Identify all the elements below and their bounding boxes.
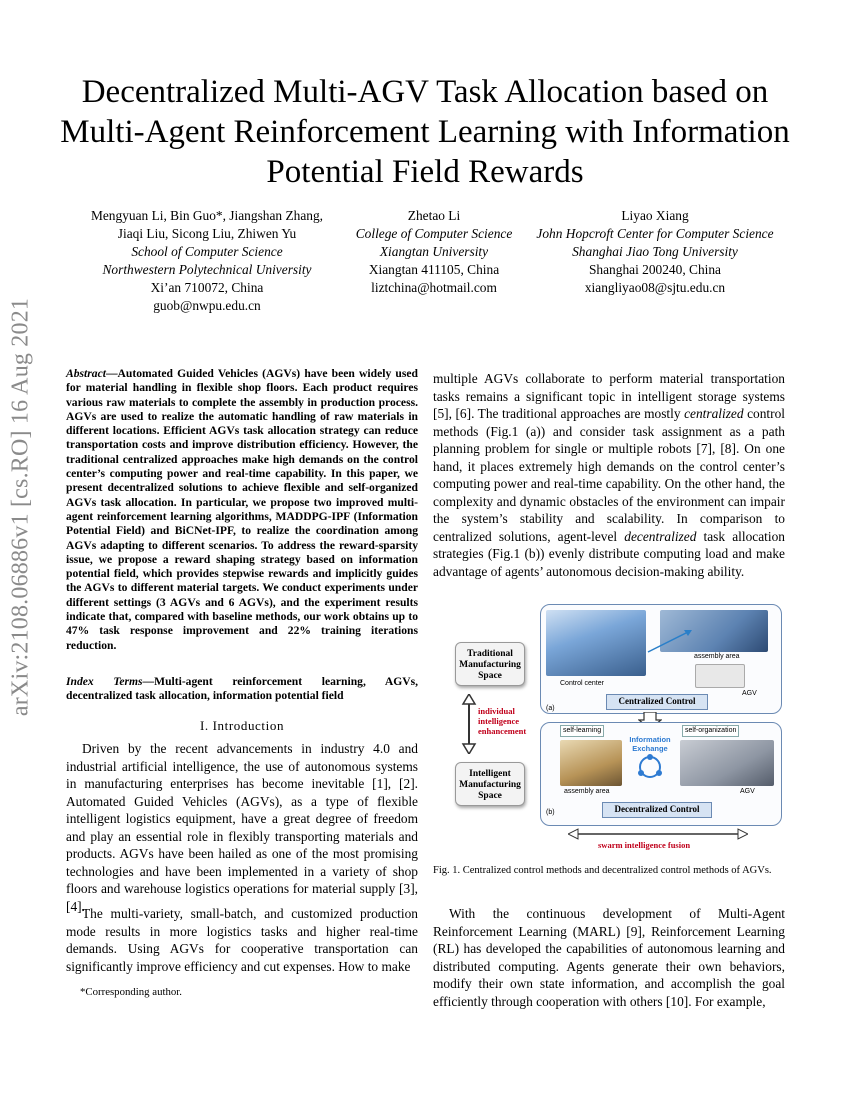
figure-caption: Fig. 1. Centralized control methods and decentralized control methods of AGVs. (433, 865, 772, 876)
index-terms-lead: Index Terms (66, 675, 143, 688)
author-email: liztchina@hotmail.com (371, 280, 497, 295)
agv-image (695, 664, 745, 688)
author-email: xiangliyao08@sjtu.edu.cn (584, 280, 726, 295)
intelligent-space-box: Intelligent Manufacturing Space (455, 762, 525, 806)
text-emphasis: decentralized (624, 528, 697, 544)
section-heading: I. Introduction (199, 718, 285, 733)
author-dept: John Hopcroft Center for Computer Science (536, 226, 774, 241)
double-arrow-horizontal-icon (568, 828, 748, 840)
assembly-area-label-2: assembly area (564, 788, 610, 795)
abstract (66, 367, 418, 653)
control-center-label: Control center (560, 680, 604, 687)
information-exchange-label: Information Exchange (629, 735, 671, 753)
author-dept: College of Computer Science (355, 226, 513, 241)
control-center-image (546, 610, 646, 676)
author-org: Shanghai Jiao Tong University (572, 244, 738, 259)
self-organization-label: self-organization (682, 725, 739, 737)
right-paragraph-1 (433, 370, 785, 580)
author-block-1 (62, 207, 352, 315)
figure-1 (450, 602, 784, 850)
text-run: control methods (Fig.1 (a)) and consider task assignment as a path planning problem for single or multiple robots [7], [8]. On one hand, it places extremely high demands on the control center’s computing power and real-time capability. On the other hand, the complexity and dynamic obstacles of the environment can impair the system’s stability and scalability. In comparison to centralized solutions, agent-level (433, 406, 785, 544)
swarm-intelligence-label: swarm intelligence fusion (598, 840, 691, 850)
paper-title: Decentralized Multi-AGV Task Allocation based on Multi-Agent Reinforcement Learning with Information Potential Field Rewards (60, 74, 790, 190)
assembly-area-label: assembly area (694, 653, 740, 660)
author-names: Liyao Xiang (621, 208, 689, 223)
panel-b-label: (b) (546, 809, 555, 816)
author-dept: School of Computer Science (131, 244, 283, 259)
intro-paragraph-2: The multi-variety, small-batch, and customized production mode results in more logistics tasks and higher real-time demands. Using AGVs for cooperative transportation can significantly improve efficiency and cut expenses. How to make (66, 906, 418, 974)
network-icon (637, 754, 663, 780)
author-names: Jiaqi Liu, Sicong Liu, Zhiwen Yu (117, 226, 297, 241)
right-paragraph-2: With the continuous development of Multi-Agent Reinforcement Learning (MARL) [9], Reinforcement Learning (RL) has developed the capabilities of autonomous learning and distributed computing. Agents generate their own behaviors, modify their own state information, and accomplish the goal efficiently through cooperation with others [10]. For example, (433, 906, 785, 1009)
self-learning-label: self-learning (560, 725, 604, 737)
text-emphasis: centralized (684, 406, 744, 421)
arrow-icon (646, 622, 696, 662)
author-names: Zhetao Li (407, 208, 461, 223)
author-org: Northwestern Polytechnical University (102, 262, 312, 277)
author-block-3 (505, 207, 805, 297)
author-city: Xi’an 710072, China (150, 280, 264, 295)
author-block-2 (345, 207, 523, 297)
index-terms-text: —Multi-agent reinforcement learning, AGVs, decentralized task allocation, information potential field (66, 675, 418, 703)
decentralized-control-label: Decentralized Control (602, 802, 712, 818)
agv-fleet-image (680, 740, 774, 786)
traditional-space-box: Traditional Manufacturing Space (455, 642, 525, 686)
text-run: task allocation strategies (Fig.1 (b)) evenly distribute computing load and make advantage of agents’ autonomous decision-making ability. (433, 528, 785, 579)
agv-label: AGV (742, 690, 757, 697)
assembly-area-image-2 (560, 740, 622, 786)
abstract-lead: Abstract (66, 367, 106, 380)
author-city: Xiangtan 411105, China (368, 262, 500, 277)
author-names: Mengyuan Li, Bin Guo*, Jiangshan Zhang, (90, 208, 324, 223)
footnote: *Corresponding author. (80, 986, 182, 998)
author-org: Xiangtan University (379, 244, 489, 259)
arxiv-identifier (7, 262, 34, 752)
author-email: guob@nwpu.edu.cn (153, 298, 261, 313)
author-city: Shanghai 200240, China (588, 262, 722, 277)
individual-intelligence-label: individual intelligence enhancement (478, 706, 527, 736)
agv-label-2: AGV (740, 788, 755, 795)
text-run: multiple AGVs collaborate to perform material transportation tasks remains a significant topic in intelligent storage systems [5], [6]. The traditional approaches are mostly (433, 371, 785, 421)
intro-paragraph-1: Driven by the recent advancements in industry 4.0 and industrial artificial intelligence, the use of autonomous systems in manufacturing enterprises has become inevitable [1], [2]. Automated Guided Vehicles (AGVs), as a type of flexible intelligent logistics equipment, have a great degree of freedom and play an essential role in flexibly transporting materials and products. AGVs have been hailed as one of the most promising technologies and have been implemented in a variety of shop floors and warehouse logistics operations for material supply [3], [4]. (66, 741, 418, 914)
centralized-control-label: Centralized Control (606, 694, 708, 710)
arxiv-id-text: arXiv:2108.06886v1 [cs.RO] 16 Aug 2021 (7, 297, 34, 717)
panel-a-label: (a) (546, 705, 555, 712)
abstract-text: —Automated Guided Vehicles (AGVs) have been widely used for material handling in flexible shop floors. Each product requires various raw materials to complete the assembly in production process. AGVs are used to realize the automatic handling of raw materials in different locations. Efficient AGVs task allocation strategy can reduce transportation costs and improve distribution efficiency. However, the traditional centralized approaches make high demands on the control center’s computing power and real-time capability. In this paper, we present decentralized solutions to achieve flexible and self-organized AGVs task allocation. In particular, we propose two improved multi-agent reinforcement learning algorithms, MADDPG-IPF (Information Potential Field) and BiCNet-IPF, to realize the coordination among AGVs adapting to different scenarios. To address the reward-sparsity issue, we propose a reward shaping strategy based on information potential field, which provides stepwise rewards and implicitly guides the AGVs to different material targets. We conduct experiments under different settings (3 AGVs and 6 AGVs), and the experiment results indicate that, compared with baseline methods, our work obtains up to 47% task response improvement and 22% training iterations reduction. (66, 367, 418, 652)
index-terms (66, 675, 418, 704)
